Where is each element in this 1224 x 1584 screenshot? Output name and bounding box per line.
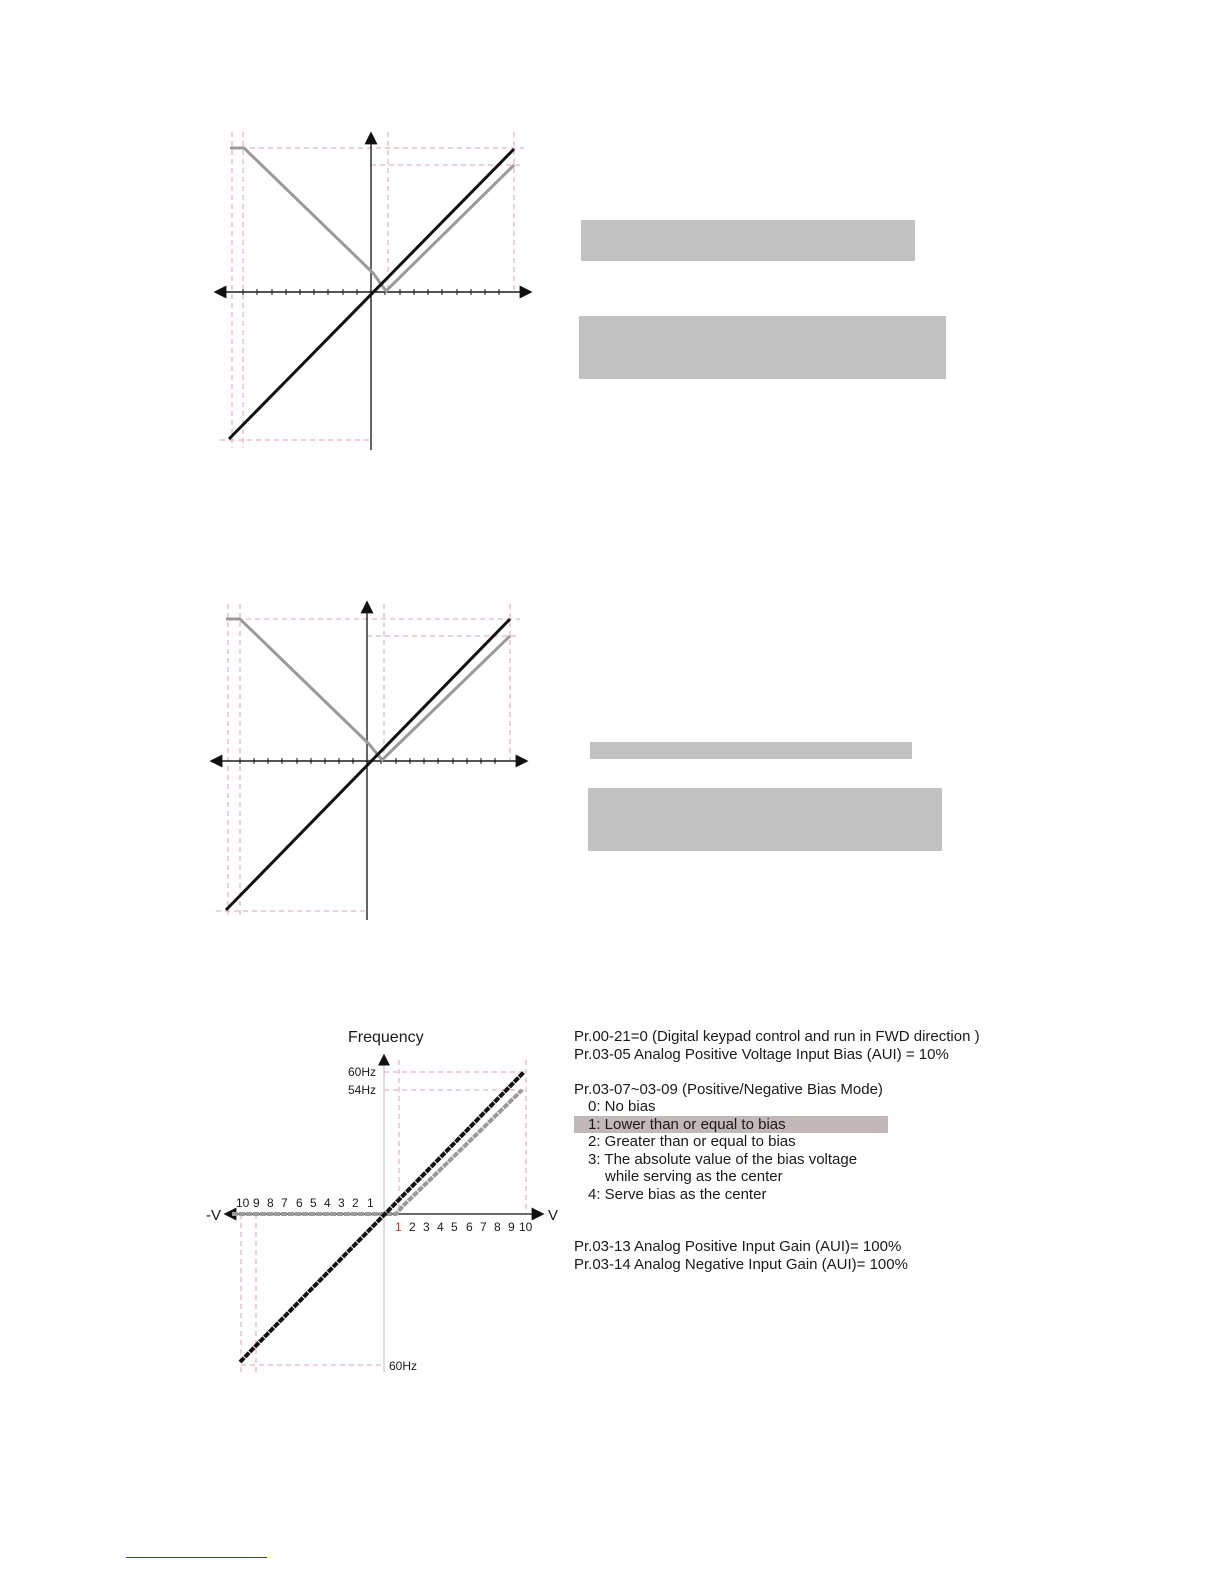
param-positive-gain: Pr.03-13 Analog Positive Input Gain (AUI)= 100% bbox=[574, 1238, 902, 1255]
neg-tick-5: 5 bbox=[310, 1196, 317, 1210]
neg-tick-9: 9 bbox=[253, 1196, 260, 1210]
bias-option-4: 4: Serve bias as the center bbox=[588, 1185, 767, 1203]
neg-tick-1: 1 bbox=[367, 1196, 374, 1210]
pos-tick-8: 8 bbox=[494, 1220, 501, 1234]
pos-tick-9: 9 bbox=[508, 1220, 515, 1234]
x-pos-label: V bbox=[548, 1207, 559, 1224]
param-bias-mode: Pr.03-07~03-09 (Positive/Negative Bias Mode) bbox=[574, 1080, 883, 1098]
param-control-mode: Pr.00-21=0 (Digital keypad control and run in FWD direction ) bbox=[574, 1028, 980, 1045]
neg-tick-4: 4 bbox=[324, 1196, 331, 1210]
parameter-settings bbox=[574, 1028, 980, 1273]
param-negative-gain: Pr.03-14 Analog Negative Input Gain (AUI)= 100% bbox=[574, 1255, 908, 1273]
spacer bbox=[574, 1221, 980, 1239]
neg-tick-labels bbox=[236, 1196, 374, 1210]
y-label-54hz: 54Hz bbox=[348, 1083, 377, 1097]
neg-tick-6: 6 bbox=[296, 1196, 303, 1210]
pos-tick-1-bias: 1 bbox=[395, 1220, 402, 1234]
pos-tick-7: 7 bbox=[480, 1220, 487, 1234]
neg-tick-3: 3 bbox=[338, 1196, 345, 1210]
bias-option-3-cont: while serving as the center bbox=[605, 1168, 783, 1185]
bias-option-1-selected: 1: Lower than or equal to bias bbox=[574, 1116, 888, 1134]
spacer bbox=[574, 1063, 980, 1081]
bias-option-3: 3: The absolute value of the bias voltage bbox=[588, 1150, 858, 1168]
pos-tick-6: 6 bbox=[466, 1220, 473, 1234]
pos-tick-labels bbox=[395, 1220, 533, 1234]
neg-tick-2: 2 bbox=[352, 1196, 359, 1210]
param-positive-bias: Pr.03-05 Analog Positive Voltage Input Bias (AUI) = 10% bbox=[574, 1045, 949, 1063]
spacer bbox=[574, 1203, 980, 1221]
neg-tick-8: 8 bbox=[267, 1196, 274, 1210]
bias-option-2: 2: Greater than or equal to bias bbox=[588, 1133, 796, 1150]
pos-tick-5: 5 bbox=[451, 1220, 458, 1234]
graph-3-bias-curve bbox=[232, 1090, 522, 1214]
footnote-rule bbox=[126, 1557, 267, 1558]
pos-tick-3: 3 bbox=[423, 1220, 430, 1234]
bias-option-0: 0: No bias bbox=[588, 1098, 656, 1115]
y-axis-title: Frequency bbox=[348, 1029, 424, 1046]
neg-tick-7: 7 bbox=[281, 1196, 288, 1210]
pos-tick-4: 4 bbox=[437, 1220, 444, 1234]
pos-tick-10: 10 bbox=[519, 1220, 533, 1234]
pos-tick-2: 2 bbox=[409, 1220, 416, 1234]
neg-y-label: 60Hz bbox=[389, 1359, 418, 1373]
neg-tick-10: 10 bbox=[236, 1196, 250, 1210]
x-neg-label: -V bbox=[206, 1207, 221, 1224]
graph-3-main-line bbox=[240, 1072, 524, 1362]
y-label-60hz: 60Hz bbox=[348, 1065, 377, 1079]
